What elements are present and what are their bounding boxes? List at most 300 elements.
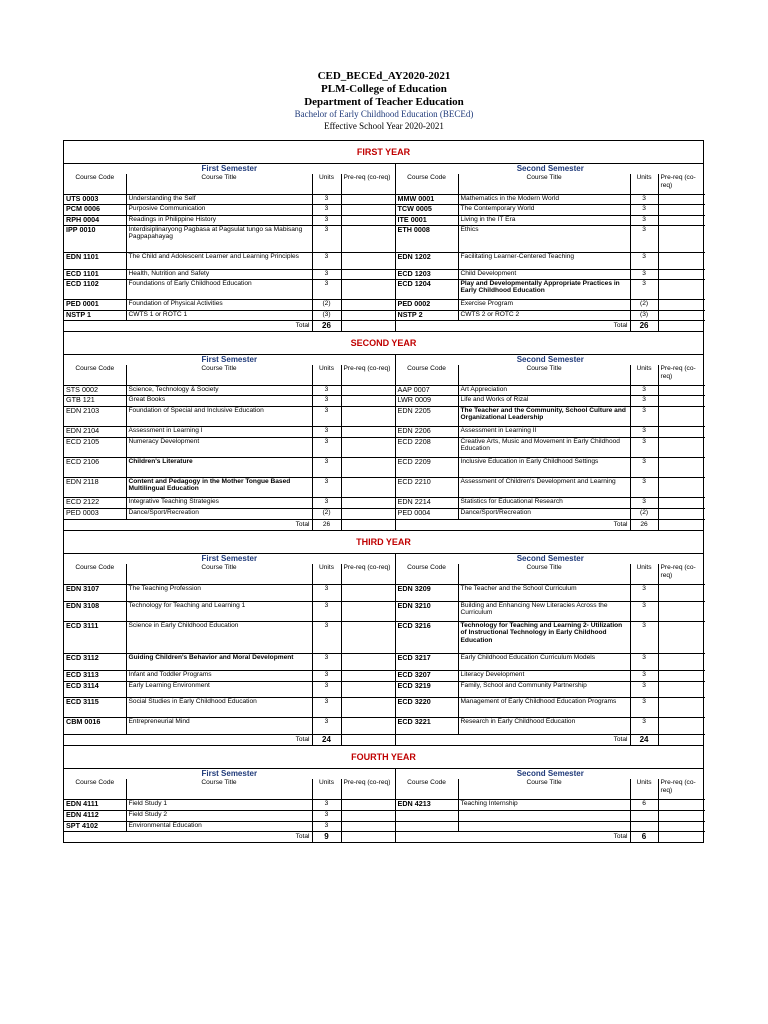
course-units: 3: [312, 252, 341, 269]
course-units: 3: [630, 697, 658, 717]
second-semester-heading: Second Semester: [516, 164, 584, 173]
course-code: PCM 0006: [64, 204, 126, 215]
total-empty-cell: [341, 320, 395, 331]
course-prereq: [341, 215, 395, 225]
course-units: (3): [630, 310, 658, 320]
year-course-table: [64, 164, 705, 331]
course-row: [64, 252, 705, 269]
course-units: 6: [630, 799, 658, 810]
second-semester-total: 24: [630, 734, 658, 745]
course-title: Dance/Sport/Recreation: [126, 508, 312, 519]
course-units: 3: [630, 204, 658, 215]
second-semester-total: 26: [630, 519, 658, 530]
course-title: Readings in Philippine History: [126, 215, 312, 225]
course-code-header: Course Code: [395, 564, 458, 584]
year-section: [64, 141, 703, 332]
course-units: 3: [630, 269, 658, 279]
course-row: [64, 437, 705, 457]
course-units: 3: [630, 194, 658, 204]
course-code: ECD 3111: [64, 621, 126, 653]
course-units: 3: [312, 670, 341, 681]
course-prereq: [658, 477, 705, 497]
first-semester-heading: First Semester: [64, 164, 395, 174]
course-title: Content and Pedagogy in the Mother Tongue Based Multilingual Education: [126, 477, 312, 497]
course-code: LWR 0009: [395, 395, 458, 406]
course-title: Facilitating Learner-Centered Teaching: [458, 252, 630, 269]
course-units: 3: [312, 406, 341, 426]
course-code: ECD 2122: [64, 497, 126, 508]
course-prereq: [658, 385, 705, 395]
course-title-header: Course Title: [458, 779, 630, 799]
total-empty-cell: [341, 519, 395, 530]
course-row: [64, 621, 705, 653]
course-row: [64, 799, 705, 810]
total-label: Total: [395, 734, 630, 745]
course-code: RPH 0004: [64, 215, 126, 225]
course-units: 3: [630, 681, 658, 697]
course-prereq: [658, 457, 705, 477]
course-row: [64, 601, 705, 621]
year-section: [64, 746, 703, 842]
course-units: 3: [630, 426, 658, 437]
units-header: Units: [630, 174, 658, 194]
year-course-table: [64, 554, 705, 745]
course-title: Mathematics in the Modern World: [458, 194, 630, 204]
course-prereq: [658, 681, 705, 697]
course-units: 3: [630, 653, 658, 670]
course-row: [64, 406, 705, 426]
course-code: ECD 2208: [395, 437, 458, 457]
course-row: [64, 697, 705, 717]
course-code: ECD 3113: [64, 670, 126, 681]
semester-header-row: [64, 769, 705, 779]
course-code-header: Course Code: [395, 174, 458, 194]
course-title: Research in Early Childhood Education: [458, 717, 630, 734]
course-code: EDN 2118: [64, 477, 126, 497]
course-prereq: [658, 299, 705, 310]
course-code: ECD 3219: [395, 681, 458, 697]
course-prereq: [658, 395, 705, 406]
course-row: [64, 653, 705, 670]
course-prereq: [658, 310, 705, 320]
course-prereq: [658, 717, 705, 734]
course-row: [64, 225, 705, 252]
course-units: 3: [630, 457, 658, 477]
course-title: The Teacher and the School Curriculum: [458, 584, 630, 601]
course-units: 3: [312, 194, 341, 204]
units-header: Units: [630, 365, 658, 385]
course-title: Infant and Toddler Programs: [126, 670, 312, 681]
course-prereq: [341, 681, 395, 697]
course-code: ECD 1102: [64, 279, 126, 299]
course-units: 3: [312, 584, 341, 601]
course-units: 3: [312, 477, 341, 497]
course-code: EDN 2205: [395, 406, 458, 426]
effective-year: Effective School Year 2020-2021: [324, 121, 444, 131]
course-prereq: [658, 670, 705, 681]
course-units: 3: [312, 225, 341, 252]
total-row: [64, 519, 705, 530]
course-units: 3: [630, 670, 658, 681]
course-title: Interdisiplinaryong Pagbasa at Pagsulat tungo sa Mabisang Pagpapahayag: [126, 225, 312, 252]
course-code: ETH 0008: [395, 225, 458, 252]
course-units: 3: [630, 225, 658, 252]
course-title: Inclusive Education in Early Childhood Settings: [458, 457, 630, 477]
course-units: 3: [312, 653, 341, 670]
course-prereq: [341, 508, 395, 519]
course-prereq: [341, 670, 395, 681]
course-code: PED 0004: [395, 508, 458, 519]
course-units: 3: [630, 621, 658, 653]
course-units: 3: [312, 204, 341, 215]
course-code: EDN 4112: [64, 810, 126, 821]
course-prereq: [341, 310, 395, 320]
course-prereq: [658, 279, 705, 299]
first-semester-total: 26: [312, 320, 341, 331]
course-title: Dance/Sport/Recreation: [458, 508, 630, 519]
course-title: Foundations of Early Childhood Education: [126, 279, 312, 299]
course-title: Child Development: [458, 269, 630, 279]
course-prereq: [658, 194, 705, 204]
total-empty-cell: [341, 734, 395, 745]
course-prereq: [658, 406, 705, 426]
course-title: Living in the IT Era: [458, 215, 630, 225]
course-units: 3: [312, 601, 341, 621]
year-title: THIRD YEAR: [64, 531, 703, 554]
total-empty-cell: [658, 519, 705, 530]
second-semester-heading: Second Semester: [516, 554, 584, 563]
course-units: (3): [312, 310, 341, 320]
second-semester-total: 26: [630, 320, 658, 331]
course-code: EDN 3107: [64, 584, 126, 601]
course-row: [64, 681, 705, 697]
course-code: ECD 3207: [395, 670, 458, 681]
course-title-header: Course Title: [458, 174, 630, 194]
course-prereq: [341, 385, 395, 395]
course-units: (2): [630, 299, 658, 310]
course-units: [630, 810, 658, 821]
course-prereq: [658, 269, 705, 279]
course-title: Statistics for Educational Research: [458, 497, 630, 508]
column-header-row: [64, 779, 705, 799]
year-title: SECOND YEAR: [64, 332, 703, 355]
program-name: Bachelor of Early Childhood Education (BECEd): [294, 109, 474, 119]
course-row: [64, 717, 705, 734]
course-prereq: [658, 437, 705, 457]
course-prereq: [658, 584, 705, 601]
course-code: ECD 2209: [395, 457, 458, 477]
course-title: Health, Nutrition and Safety: [126, 269, 312, 279]
course-title: Numeracy Development: [126, 437, 312, 457]
course-prereq: [658, 810, 705, 821]
course-code: EDN 4213: [395, 799, 458, 810]
course-title: Assessment in Learning II: [458, 426, 630, 437]
course-code: PED 0001: [64, 299, 126, 310]
course-prereq: [341, 621, 395, 653]
course-units: 3: [630, 584, 658, 601]
course-title: Family, School and Community Partnership: [458, 681, 630, 697]
course-title: Ethics: [458, 225, 630, 252]
course-code: PED 0002: [395, 299, 458, 310]
course-code: NSTP 1: [64, 310, 126, 320]
year-course-table: [64, 355, 705, 530]
semester-header-row: [64, 164, 705, 174]
course-prereq: [341, 299, 395, 310]
course-title: Science in Early Childhood Education: [126, 621, 312, 653]
course-title: Technology for Teaching and Learning 2- Utilization of Instructional Technology in Early Childhood Education: [458, 621, 630, 653]
first-semester-heading: First Semester: [64, 554, 395, 564]
first-semester-total: 24: [312, 734, 341, 745]
course-prereq: [341, 269, 395, 279]
course-row: [64, 508, 705, 519]
course-code: ECD 3112: [64, 653, 126, 670]
course-title: Foundation of Physical Activities: [126, 299, 312, 310]
total-row: [64, 320, 705, 331]
course-title-header: Course Title: [458, 564, 630, 584]
course-code: MMW 0001: [395, 194, 458, 204]
course-prereq: [341, 225, 395, 252]
course-row: [64, 810, 705, 821]
course-title-header: Course Title: [126, 564, 312, 584]
course-title: Integrative Teaching Strategies: [126, 497, 312, 508]
course-title: Great Books: [126, 395, 312, 406]
first-semester-heading: First Semester: [64, 355, 395, 365]
course-prereq: [658, 799, 705, 810]
course-title: CWTS 1 or ROTC 1: [126, 310, 312, 320]
course-title: Building and Enhancing New Literacies Across the Curriculum: [458, 601, 630, 621]
course-code: ECD 1101: [64, 269, 126, 279]
units-header: Units: [312, 564, 341, 584]
total-empty-cell: [658, 831, 705, 842]
total-label: Total: [395, 831, 630, 842]
course-prereq: [658, 426, 705, 437]
course-prereq: [341, 204, 395, 215]
course-prereq: [341, 426, 395, 437]
course-code: ECD 3217: [395, 653, 458, 670]
course-title: Science, Technology & Society: [126, 385, 312, 395]
course-code: EDN 1101: [64, 252, 126, 269]
course-prereq: [658, 508, 705, 519]
column-header-row: [64, 365, 705, 385]
total-label: Total: [64, 320, 312, 331]
semester-header-row: [64, 355, 705, 365]
course-prereq: [341, 697, 395, 717]
prereq-header: Pre-req (co-req): [341, 365, 395, 385]
year-title: FIRST YEAR: [64, 141, 703, 164]
course-units: 3: [630, 601, 658, 621]
course-units: 3: [630, 279, 658, 299]
second-semester-heading: Second Semester: [516, 769, 584, 778]
course-row: [64, 204, 705, 215]
course-code: PED 0003: [64, 508, 126, 519]
course-row: [64, 215, 705, 225]
course-prereq: [341, 252, 395, 269]
course-code: GTB 121: [64, 395, 126, 406]
course-title: Social Studies in Early Childhood Education: [126, 697, 312, 717]
course-prereq: [341, 497, 395, 508]
course-title: Field Study 1: [126, 799, 312, 810]
course-units: 3: [312, 717, 341, 734]
first-semester-heading: First Semester: [64, 769, 395, 779]
year-section: [64, 332, 703, 531]
course-title: CWTS 2 or ROTC 2: [458, 310, 630, 320]
course-prereq: [341, 477, 395, 497]
course-title: Understanding the Self: [126, 194, 312, 204]
course-row: [64, 395, 705, 406]
course-prereq: [341, 437, 395, 457]
course-title-header: Course Title: [126, 365, 312, 385]
course-row: [64, 299, 705, 310]
course-prereq: [658, 653, 705, 670]
course-code: [395, 821, 458, 831]
units-header: Units: [312, 365, 341, 385]
course-prereq: [341, 457, 395, 477]
units-header: Units: [630, 564, 658, 584]
course-title: Teaching Internship: [458, 799, 630, 810]
course-code: SPT 4102: [64, 821, 126, 831]
course-title: Field Study 2: [126, 810, 312, 821]
course-code-header: Course Code: [395, 779, 458, 799]
total-empty-cell: [341, 831, 395, 842]
course-code: EDN 1202: [395, 252, 458, 269]
total-row: [64, 831, 705, 842]
course-code: CBM 0016: [64, 717, 126, 734]
course-title-header: Course Title: [126, 779, 312, 799]
course-prereq: [658, 601, 705, 621]
course-title: The Child and Adolescent Learner and Learning Principles: [126, 252, 312, 269]
course-units: 3: [312, 681, 341, 697]
course-code: STS 0002: [64, 385, 126, 395]
course-title: Assessment of Children's Development and Learning: [458, 477, 630, 497]
prereq-header: Pre-req (co-req): [658, 779, 705, 799]
course-code: ECD 1203: [395, 269, 458, 279]
course-row: [64, 194, 705, 204]
course-units: 3: [312, 395, 341, 406]
course-code: ECD 1204: [395, 279, 458, 299]
course-prereq: [658, 225, 705, 252]
course-units: 3: [312, 621, 341, 653]
prereq-header: Pre-req (co-req): [341, 174, 395, 194]
document-code: CED_BECEd_AY2020-2021: [317, 70, 451, 82]
course-code: TCW 0005: [395, 204, 458, 215]
department-name: Department of Teacher Education: [304, 96, 464, 108]
course-prereq: [658, 621, 705, 653]
course-units: 3: [312, 799, 341, 810]
course-units: 3: [630, 215, 658, 225]
course-title: Early Learning Environment: [126, 681, 312, 697]
course-code: EDN 4111: [64, 799, 126, 810]
prereq-header: Pre-req (co-req): [341, 779, 395, 799]
course-title: Foundation of Special and Inclusive Education: [126, 406, 312, 426]
course-title: [458, 821, 630, 831]
course-prereq: [341, 279, 395, 299]
prereq-header: Pre-req (co-req): [658, 365, 705, 385]
course-code: [395, 810, 458, 821]
second-semester-heading: Second Semester: [516, 355, 584, 364]
year-course-table: [64, 769, 705, 842]
course-title: Play and Developmentally Appropriate Practices in Early Childhood Education: [458, 279, 630, 299]
course-code-header: Course Code: [64, 174, 126, 194]
total-row: [64, 734, 705, 745]
semester-header-row: [64, 554, 705, 564]
course-units: 3: [630, 252, 658, 269]
units-header: Units: [312, 779, 341, 799]
course-row: [64, 477, 705, 497]
course-title: Exercise Program: [458, 299, 630, 310]
course-units: 3: [630, 395, 658, 406]
second-semester-total: 6: [630, 831, 658, 842]
course-code: AAP 0007: [395, 385, 458, 395]
course-prereq: [658, 497, 705, 508]
course-row: [64, 426, 705, 437]
course-title: Technology for Teaching and Learning 1: [126, 601, 312, 621]
course-units: 3: [630, 717, 658, 734]
course-code: EDN 3108: [64, 601, 126, 621]
year-section: [64, 531, 703, 746]
total-label: Total: [64, 831, 312, 842]
course-row: [64, 385, 705, 395]
curriculum-table: [63, 140, 704, 843]
prereq-header: Pre-req (co-req): [341, 564, 395, 584]
course-code: IPP 0010: [64, 225, 126, 252]
course-title: Literacy Development: [458, 670, 630, 681]
total-label: Total: [395, 320, 630, 331]
course-code: EDN 2103: [64, 406, 126, 426]
course-title-header: Course Title: [126, 174, 312, 194]
course-prereq: [658, 204, 705, 215]
course-units: 3: [312, 437, 341, 457]
course-units: 3: [312, 269, 341, 279]
course-title: Assessment in Learning I: [126, 426, 312, 437]
course-code-header: Course Code: [395, 365, 458, 385]
course-prereq: [341, 821, 395, 831]
course-row: [64, 584, 705, 601]
course-units: 3: [630, 497, 658, 508]
units-header: Units: [312, 174, 341, 194]
total-label: Total: [64, 519, 312, 530]
course-title-header: Course Title: [458, 365, 630, 385]
course-units: 3: [312, 215, 341, 225]
course-code: EDN 2206: [395, 426, 458, 437]
year-title: FOURTH YEAR: [64, 746, 703, 769]
course-code: ECD 2210: [395, 477, 458, 497]
course-code: NSTP 2: [395, 310, 458, 320]
course-row: [64, 310, 705, 320]
course-prereq: [341, 395, 395, 406]
course-units: 3: [312, 279, 341, 299]
document-header: [0, 70, 768, 132]
prereq-header: Pre-req (co-req): [658, 564, 705, 584]
course-row: [64, 269, 705, 279]
course-row: [64, 670, 705, 681]
total-empty-cell: [658, 320, 705, 331]
course-code-header: Course Code: [64, 365, 126, 385]
course-units: 3: [312, 697, 341, 717]
college-name: PLM-College of Education: [321, 83, 447, 95]
course-title: Management of Early Childhood Education Programs: [458, 697, 630, 717]
course-prereq: [658, 215, 705, 225]
course-title: Early Childhood Education Curriculum Models: [458, 653, 630, 670]
course-title: Purposive Communication: [126, 204, 312, 215]
course-prereq: [341, 406, 395, 426]
course-title: Entrepreneurial Mind: [126, 717, 312, 734]
course-title: Environmental Education: [126, 821, 312, 831]
course-code: ECD 2106: [64, 457, 126, 477]
course-code: EDN 3209: [395, 584, 458, 601]
course-title: Children's Literature: [126, 457, 312, 477]
course-prereq: [341, 653, 395, 670]
course-units: 3: [630, 385, 658, 395]
